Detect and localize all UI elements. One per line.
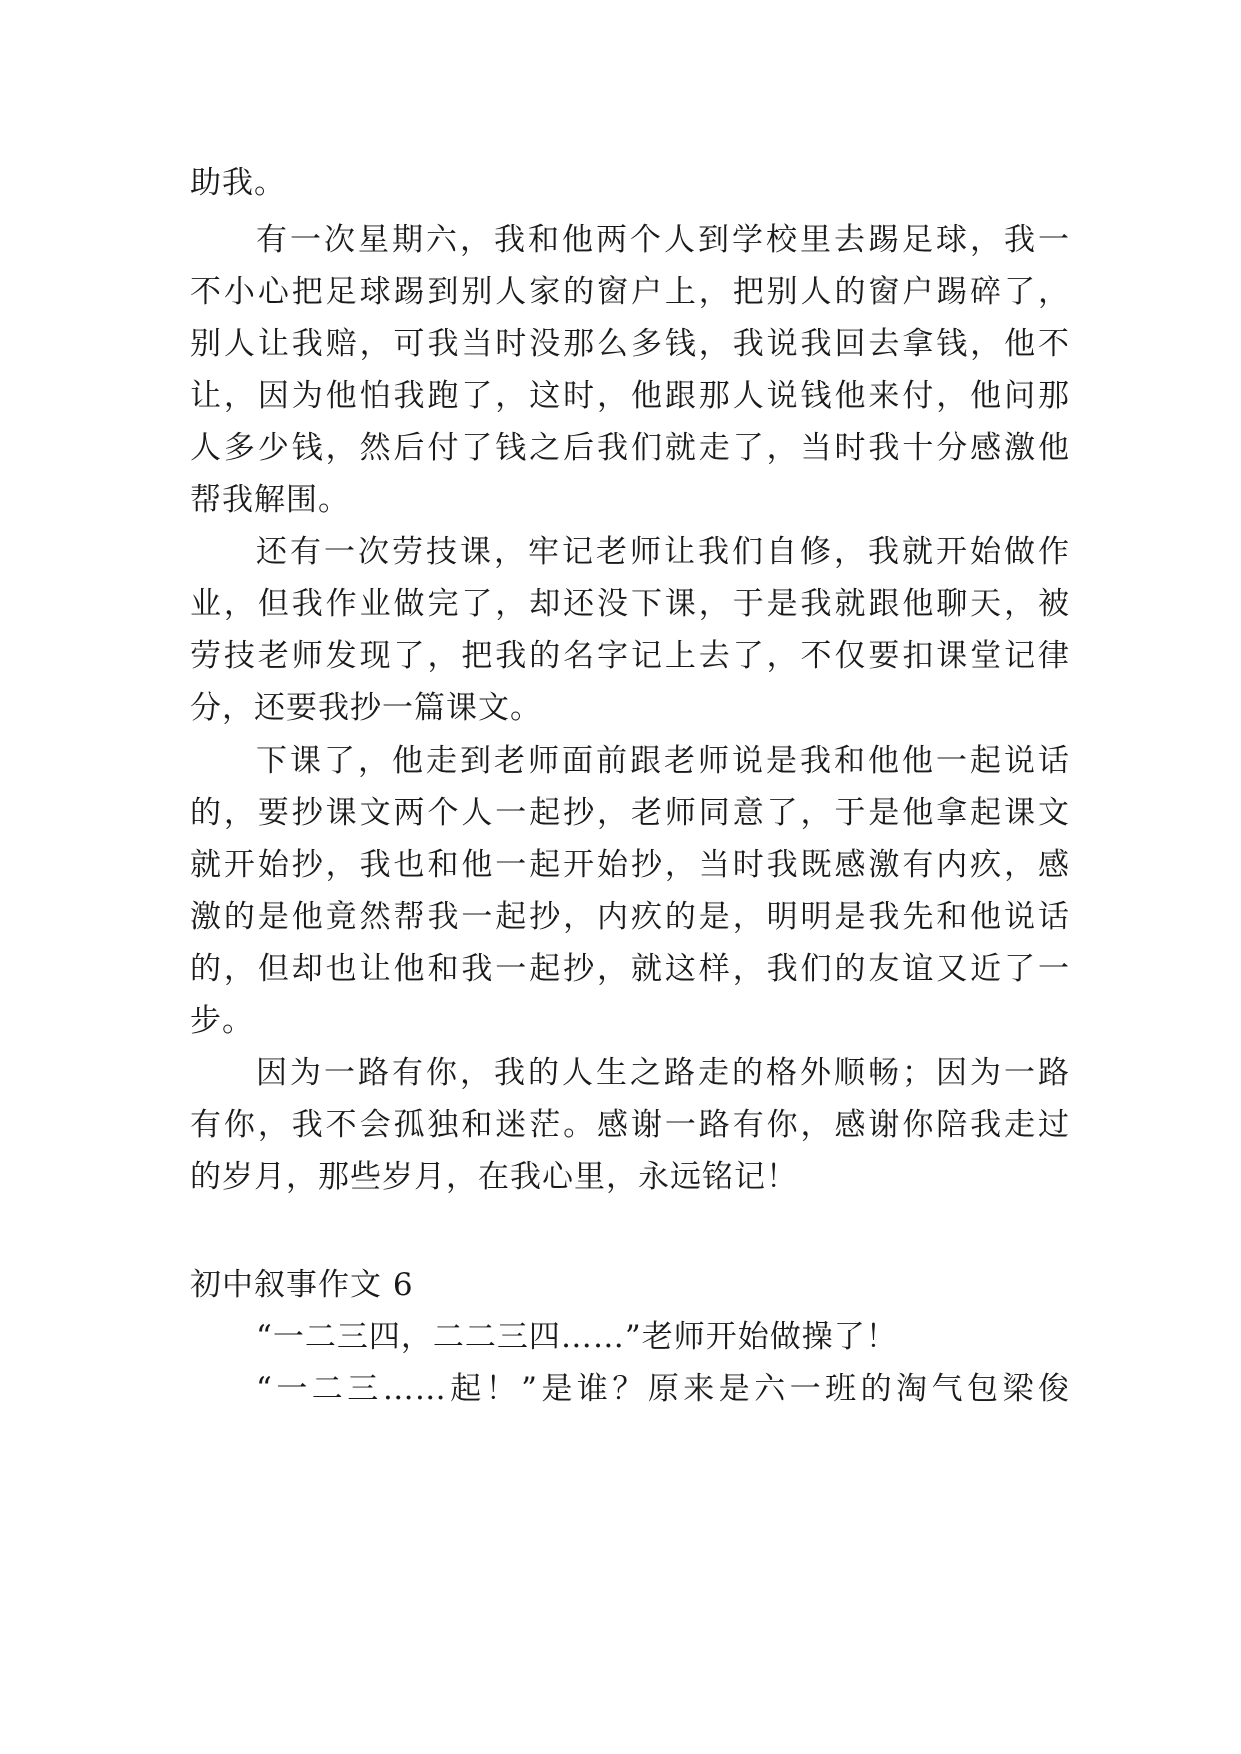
text-line: 激的是他竟然帮我一起抄，内疚的是，明明是我先和他说话 xyxy=(190,899,1070,935)
text-line: 助我。 xyxy=(190,165,286,201)
paragraph-first-line: 还有一次劳技课，牢记老师让我们自修，我就开始做作 xyxy=(256,534,1070,570)
text-line: 让，因为他怕我跑了，这时，他跟那人说钱他来付，他问那 xyxy=(190,378,1070,414)
text-line: 的岁月，那些岁月，在我心里，永远铭记！ xyxy=(190,1159,798,1195)
text-line: 人多少钱，然后付了钱之后我们就走了，当时我十分感激他 xyxy=(190,430,1070,466)
text-line: 业，但我作业做完了，却还没下课，于是我就跟他聊天，被 xyxy=(190,586,1070,622)
text-line: 不小心把足球踢到别人家的窗户上，把别人的窗户踢碎了， xyxy=(190,274,1070,310)
text-line: 有你，我不会孤独和迷茫。感谢一路有你，感谢你陪我走过 xyxy=(190,1107,1070,1143)
text-line: 就开始抄，我也和他一起开始抄，当时我既感激有内疚，感 xyxy=(190,847,1070,883)
text-line: 帮我解围。 xyxy=(190,482,350,518)
paragraph-first-line: 因为一路有你，我的人生之路走的格外顺畅；因为一路 xyxy=(256,1055,1070,1091)
text-line: 步。 xyxy=(190,1003,254,1039)
section-heading: 初中叙事作文 6 xyxy=(190,1267,414,1303)
text-line: 的，但却也让他和我一起抄，就这样，我们的友谊又近了一 xyxy=(190,951,1070,987)
paragraph-first-line: 有一次星期六，我和他两个人到学校里去踢足球，我一 xyxy=(256,222,1070,258)
text-line: 的，要抄课文两个人一起抄，老师同意了，于是他拿起课文 xyxy=(190,795,1070,831)
paragraph-first-line: 下课了，他走到老师面前跟老师说是我和他他一起说话 xyxy=(256,743,1070,779)
text-line: 分，还要我抄一篇课文。 xyxy=(190,690,542,726)
paragraph-first-line: “一二三……起！”是谁？原来是六一班的淘气包梁俊 xyxy=(256,1371,1070,1407)
paragraph-first-line: “一二三四，二二三四……”老师开始做操了！ xyxy=(256,1319,898,1355)
text-line: 别人让我赔，可我当时没那么多钱，我说我回去拿钱，他不 xyxy=(190,326,1070,362)
text-line: 劳技老师发现了，把我的名字记上去了，不仅要扣课堂记律 xyxy=(190,638,1070,674)
